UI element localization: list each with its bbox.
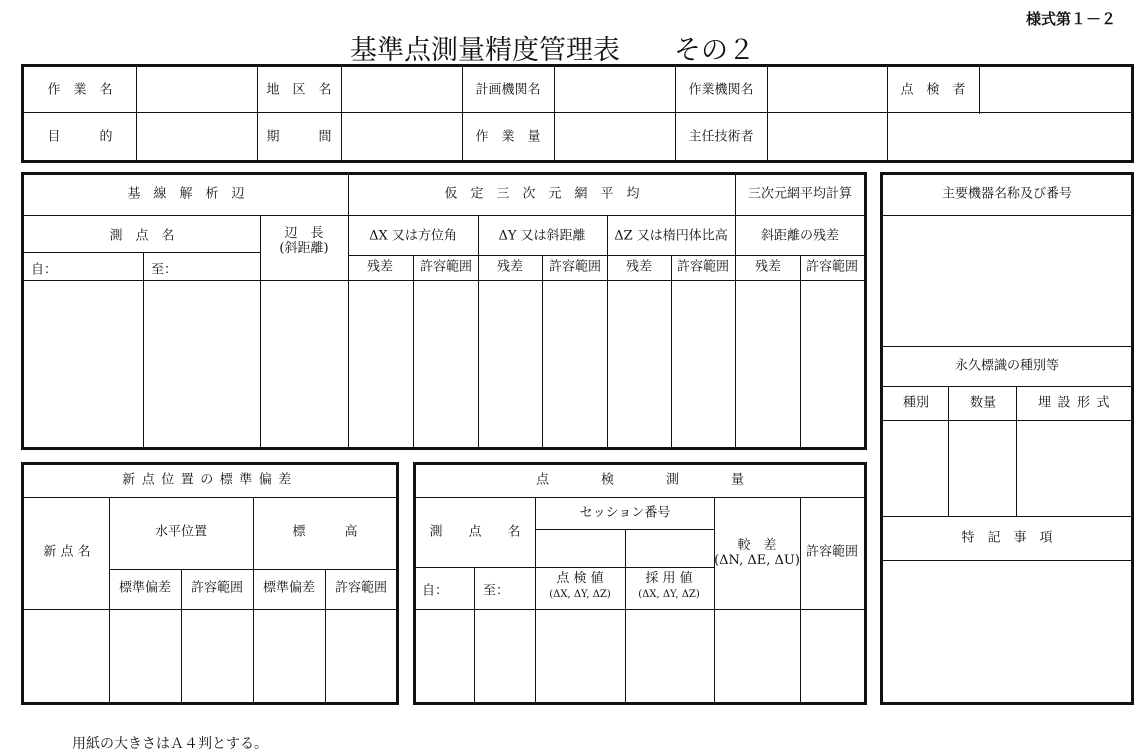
remarks-title: 特 記 事 項 (961, 530, 1053, 546)
tolerance-col: 許容範囲 (805, 259, 859, 275)
label-purpose: 目 的 (47, 129, 113, 145)
inspection-title: 点 検 測 量 (535, 472, 745, 488)
check-value-header: 点 検 値 (ΔX, ΔY, ΔZ) (549, 571, 611, 600)
from-label: 自： (31, 262, 58, 278)
marker-title: 永久標識の種別等 (954, 358, 1060, 374)
to-label: 至： (151, 262, 178, 278)
residual-col: 残差 (496, 259, 524, 275)
point-name-label: 測 点 名 (109, 228, 175, 244)
tolerance-col: 許容範囲 (548, 259, 602, 275)
residual-col: 残差 (625, 259, 653, 275)
tolerance-col: 許容範囲 (334, 580, 388, 596)
dy-header: ΔY 又は斜距離 (498, 228, 586, 244)
slope-residual-header: 斜距離の残差 (760, 228, 840, 244)
from-label: 自： (422, 583, 449, 599)
adopted-value-header: 採 用 値 (ΔX, ΔY, ΔZ) (638, 571, 700, 600)
label-work-volume: 作 業 量 (475, 129, 541, 145)
equipment-title: 主要機器名称及び番号 (941, 186, 1073, 202)
stddev-col: 標準偏差 (262, 580, 316, 596)
residual-col: 残差 (754, 259, 782, 275)
newpoint-title: 新点位置の標準偏差 (122, 472, 298, 488)
label-work-name: 作 業 名 (47, 82, 113, 98)
paper-size-note: 用紙の大きさはＡ４判とする。 (72, 736, 268, 752)
inspection-tolerance-header: 許容範囲 (805, 544, 859, 560)
burial-type-header: 埋設形式 (1037, 395, 1117, 411)
label-period: 期 間 (266, 129, 332, 145)
tolerance-col: 許容範囲 (676, 259, 730, 275)
equipment-table (880, 172, 1134, 705)
session-number-header: セッション番号 (579, 505, 671, 521)
marker-kind-header: 種別 (902, 395, 930, 411)
inspection-point-name: 測 点 名 (429, 524, 521, 540)
header-table (21, 64, 1134, 163)
baseline-table (21, 172, 867, 450)
to-label: 至： (483, 583, 510, 599)
page-title: 基準点測量精度管理表 その２ (350, 35, 755, 66)
tolerance-col: 許容範囲 (190, 580, 244, 596)
residual-col: 残差 (366, 259, 394, 275)
dz-header: ΔZ 又は楕円体比高 (614, 228, 728, 244)
dx-header: ΔX 又は方位角 (369, 228, 457, 244)
label-district: 地 区 名 (266, 82, 332, 98)
edge-length-label: 辺 長 (斜距離) (279, 226, 329, 256)
marker-qty-header: 数量 (969, 395, 997, 411)
adjustment-title: 仮 定 三 次 元 網 平 均 (444, 186, 640, 202)
horizontal-position-header: 水平位置 (154, 524, 208, 540)
network-calc-title: 三次元網平均計算 (747, 186, 853, 202)
label-planning-org: 計画機関名 (475, 82, 541, 98)
elevation-header: 標 高 (292, 524, 358, 540)
label-chief-engineer: 主任技術者 (688, 129, 754, 145)
label-work-org: 作業機関名 (688, 82, 754, 98)
baseline-section-title: 基 線 解 析 辺 (127, 186, 245, 202)
difference-header: 較 差 (ΔN, ΔE, ΔU) (714, 538, 800, 568)
label-inspector: 点 検 者 (900, 82, 966, 98)
newpoint-name-label: 新 点 名 (43, 544, 91, 560)
tolerance-col: 許容範囲 (419, 259, 473, 275)
stddev-col: 標準偏差 (118, 580, 172, 596)
form-number: 様式第１－２ (1026, 10, 1117, 28)
